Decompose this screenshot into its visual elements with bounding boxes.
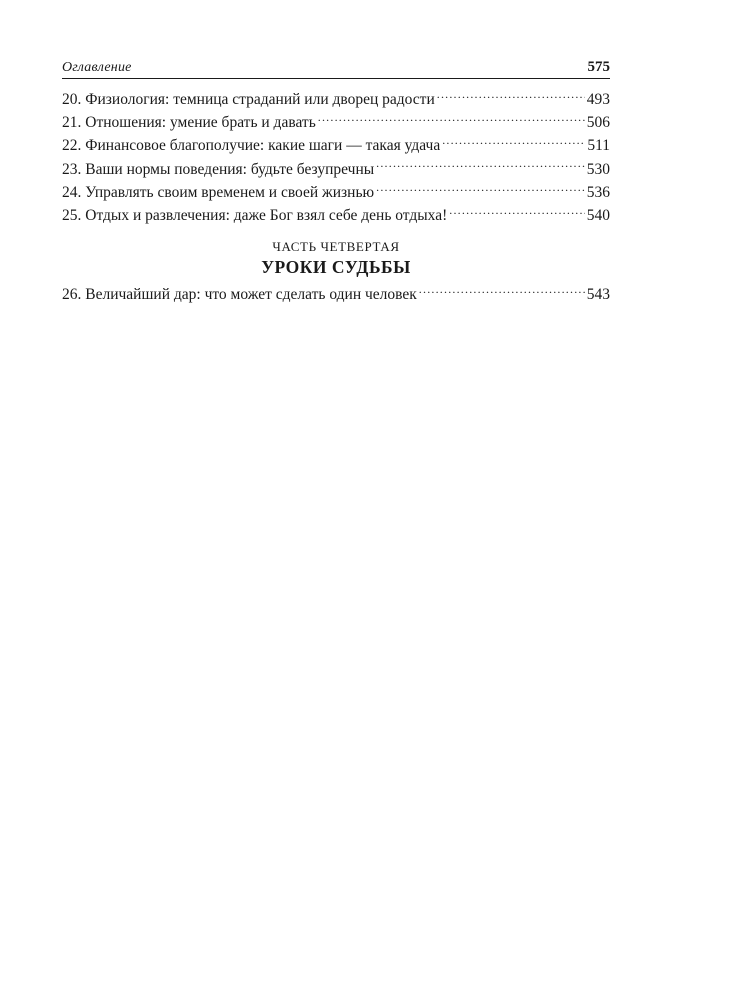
toc-leader-dots [376,181,585,197]
toc-entry-page: 540 [586,206,610,224]
toc-entry [62,283,610,306]
toc-leader-dots [376,158,585,174]
part-heading [62,238,610,278]
toc-entry-page: 493 [586,91,610,108]
running-head [62,56,610,79]
running-head-title: Оглавление [62,60,132,75]
toc-entry [62,111,610,134]
book-page [62,56,610,306]
toc-entry-title: 21. Отношения: умение брать и давать [62,114,316,132]
toc-entry [62,88,610,111]
toc-entry-title: 25. Отдых и развлечения: даже Бог взял себе день отдыха! [62,206,448,224]
toc-entry-title: 26. Величайший дар: что может сделать один человек [62,286,417,304]
toc-entry-title: 20. Физиология: темница страданий или дворец радости [62,91,435,108]
toc-entry [62,158,610,181]
toc-leader-dots [442,135,585,151]
toc-leader-dots [419,284,585,300]
toc-entry-page: 511 [587,137,610,155]
part-label: ЧАСТЬ ЧЕТВЕРТАЯ [272,239,400,255]
toc-entry [62,134,610,157]
toc-entry-page: 543 [586,286,610,304]
toc-entry-title: 24. Управлять своим временем и своей жизнью [62,183,375,201]
toc-leader-dots [449,204,584,220]
page-number: 575 [587,59,610,75]
toc-entry [62,204,610,227]
toc-entry-page: 536 [586,183,610,201]
toc-leader-dots [318,112,585,128]
toc-entry-page: 506 [586,114,610,132]
toc-entry-page: 530 [586,160,610,178]
table-of-contents [62,88,610,306]
toc-entry-title: 23. Ваши нормы поведения: будьте безупречны [62,160,375,178]
toc-entry-title: 22. Финансовое благополучие: какие шаги — такая удача [62,137,441,155]
toc-leader-dots [437,89,585,105]
part-title: УРОКИ СУДЬБЫ [261,257,411,278]
toc-entry [62,181,610,204]
